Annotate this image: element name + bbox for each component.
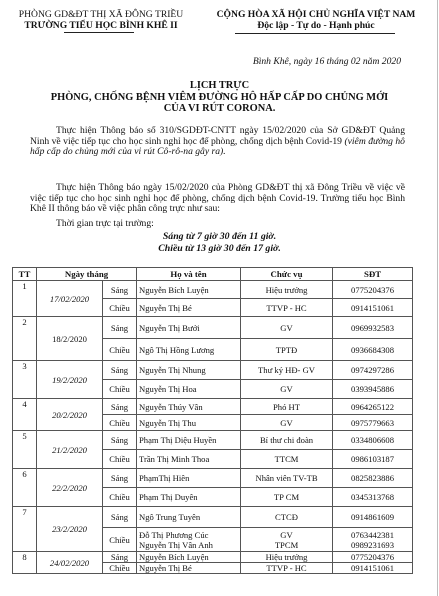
- session-afternoon: Chiều: [103, 380, 137, 399]
- staff-name: Nguyễn Thị Nhung: [137, 361, 241, 380]
- session-morning: Sáng: [103, 361, 137, 380]
- session-afternoon: Chiều: [103, 528, 137, 552]
- afternoon-shift: Chiều từ 13 giờ 30 đến 17 giờ.: [158, 243, 281, 254]
- staff-position: Bí thư chi đoàn: [241, 431, 333, 450]
- staff-name: Ngô Thị Hồng Lương: [137, 339, 241, 361]
- header-left-underline: [64, 32, 134, 33]
- table-row: [13, 431, 413, 450]
- staff-name: Đỗ Thị Phương Cúc: [139, 529, 209, 540]
- row-date: 17/02/2020: [37, 281, 103, 317]
- staff-phone: 0763442381: [351, 529, 394, 540]
- staff-phone: 0345313768: [333, 488, 413, 507]
- staff-name: Nguyễn Bích Luyện: [137, 552, 241, 563]
- table-header-row: [13, 268, 413, 281]
- staff-phone: 0775204376: [333, 552, 413, 563]
- staff-phone: 0334806608: [333, 431, 413, 450]
- staff-phone: 0393945886: [333, 380, 413, 399]
- morning-shift: Sáng từ 7 giờ 30 đến 11 giờ.: [162, 231, 277, 242]
- session-morning: Sáng: [103, 552, 137, 563]
- staff-phone: 0969932583: [333, 317, 413, 339]
- staff-position: TPTĐ: [241, 339, 333, 361]
- staff-position: Phó HT: [241, 399, 333, 415]
- header-right-underline: [235, 33, 395, 34]
- session-afternoon: Chiều: [103, 488, 137, 507]
- row-date: 21/2/2020: [37, 431, 103, 469]
- row-number: 8: [13, 552, 37, 574]
- staff-phone: 0775204376: [333, 281, 413, 299]
- staff-name: Nguyễn Thị Vân Anh: [139, 539, 213, 550]
- staff-name: Trần Thị Minh Thoa: [137, 450, 241, 469]
- table-row: [13, 281, 413, 299]
- staff-position: TTCM: [241, 450, 333, 469]
- staff-name: Nguyễn Thị Hoa: [137, 380, 241, 399]
- header-right: [199, 9, 433, 31]
- staff-phone: 0914151061: [333, 563, 413, 574]
- staff-name: Nguyễn Thị Thu: [137, 415, 241, 431]
- national-motto: Độc lập - Tự do - Hạnh phúc: [257, 20, 375, 31]
- doc-title: LỊCH TRỰC: [189, 80, 250, 91]
- staff-name: Nguyễn Bích Luyện: [137, 281, 241, 299]
- row-number: 5: [13, 431, 37, 469]
- session-morning: Sáng: [103, 399, 137, 415]
- staff-phone: 0914861609: [333, 507, 413, 528]
- doc-subtitle-2: CỦA VI RÚT CORONA.: [163, 103, 276, 114]
- staff-position: GV: [280, 529, 293, 540]
- staff-phone: 0975779663: [333, 415, 413, 431]
- paragraph-1-main: Thực hiện Thông báo số 310/SGDĐT-CNTT ngày 15/02/2020 của Sở GD&ĐT Quảng Ninh về việc tiếp tục cho học sinh nghỉ học để phòng, chống dịch bệnh Covid-19: [30, 125, 405, 147]
- staff-name: Nguyễn Thị Bưởi: [137, 317, 241, 339]
- row-number: 6: [13, 469, 37, 507]
- session-afternoon: Chiều: [103, 339, 137, 361]
- session-morning: Sáng: [103, 469, 137, 488]
- staff-name: Phạm Thị Diệu Huyền: [137, 431, 241, 450]
- staff-position: TTVP - HC: [241, 299, 333, 317]
- staff-phone: 0936684308: [333, 339, 413, 361]
- header-date: Ngày tháng: [37, 268, 137, 281]
- date-line: Bình Khê, ngày 16 tháng 02 năm 2020: [252, 56, 401, 67]
- department-name: PHÒNG GD&ĐT THỊ XÃ ĐÔNG TRIỀU: [18, 9, 184, 20]
- session-afternoon: Chiều: [103, 563, 137, 574]
- staff-name: Nguyễn Thị Bé: [137, 299, 241, 317]
- row-date: 18/2/2020: [37, 317, 103, 361]
- staff-position: CTCĐ: [241, 507, 333, 528]
- header-tt: TT: [13, 268, 37, 281]
- table-row: [13, 361, 413, 380]
- staff-position: Hiệu trưởng: [241, 281, 333, 299]
- table-row: [13, 469, 413, 488]
- staff-position: Nhân viên TV-TB: [241, 469, 333, 488]
- header-position: Chức vụ: [241, 268, 333, 281]
- row-date: 22/2/2020: [37, 469, 103, 507]
- staff-position: TTVP - HC: [241, 563, 333, 574]
- row-number: 1: [13, 281, 37, 317]
- session-afternoon: Chiều: [103, 299, 137, 317]
- staff-position: TPCM: [274, 539, 299, 550]
- table-row: [13, 507, 413, 528]
- table-row: [13, 317, 413, 339]
- paragraph-1: [30, 126, 405, 158]
- session-morning: Sáng: [103, 431, 137, 450]
- row-number: 2: [13, 317, 37, 361]
- staff-phone: 0914151061: [333, 299, 413, 317]
- row-date: 23/2/2020: [37, 507, 103, 552]
- staff-phone: 0825823886: [333, 469, 413, 488]
- row-date: 19/2/2020: [37, 361, 103, 399]
- row-number: 7: [13, 507, 37, 552]
- paragraph-1-note: (viêm đường hô hấp cấp do chủng mới của vi rút Cô-rô-na gây ra).: [30, 135, 405, 158]
- staff-phone: 0986103187: [333, 450, 413, 469]
- staff-name: Nguyễn Thị Bé: [137, 563, 241, 574]
- staff-name: Ngô Trung Tuyên: [137, 507, 241, 528]
- staff-phone-cell: [333, 528, 413, 552]
- session-morning: Sáng: [103, 281, 137, 299]
- school-name: TRƯỜNG TIỂU HỌC BÌNH KHÊ II: [24, 20, 178, 31]
- staff-phone: 0964265122: [333, 399, 413, 415]
- header-phone: SĐT: [333, 268, 413, 281]
- paragraph-3: Thời gian trực tại trường:: [56, 218, 154, 229]
- staff-position: GV: [241, 317, 333, 339]
- paragraph-2: Thực hiện Thông báo ngày 15/02/2020 của Phòng GD&ĐT thị xã Đông Triều về việc về việc tiếp tục cho học sinh nghỉ học để phòng, chống dịch bệnh Covid-19. Trường tiểu học Bình Khê II thông báo về việc phân công trực như sau:: [30, 182, 405, 215]
- header-left: [6, 9, 196, 31]
- row-number: 4: [13, 399, 37, 431]
- staff-name-cell: [137, 528, 241, 552]
- staff-name: Nguyễn Thúy Vân: [137, 399, 241, 415]
- doc-subtitle-1: PHÒNG, CHỐNG BỆNH VIÊM ĐƯỜNG HÔ HẤP CẤP DO CHỦNG MỚI: [50, 92, 389, 103]
- staff-position: Hiệu trưởng: [241, 552, 333, 563]
- session-morning: Sáng: [103, 317, 137, 339]
- staff-position: TP CM: [241, 488, 333, 507]
- staff-position: Thư ký HĐ- GV: [241, 361, 333, 380]
- duty-schedule-table: [12, 267, 413, 574]
- country-name: CỘNG HÒA XÃ HỘI CHỦ NGHĨA VIỆT NAM: [216, 9, 416, 20]
- staff-name: Phạm Thị Duyên: [137, 488, 241, 507]
- staff-phone: 0989231693: [351, 539, 394, 550]
- staff-phone: 0974297286: [333, 361, 413, 380]
- row-date: 20/2/2020: [37, 399, 103, 431]
- staff-position: GV: [241, 380, 333, 399]
- row-date: 24/02/2020: [37, 552, 103, 574]
- staff-position-cell: [241, 528, 333, 552]
- session-afternoon: Chiều: [103, 450, 137, 469]
- staff-position: GV: [241, 415, 333, 431]
- staff-name: PhạmThị Hiên: [137, 469, 241, 488]
- table-row: [13, 399, 413, 415]
- session-afternoon: Chiều: [103, 415, 137, 431]
- row-number: 3: [13, 361, 37, 399]
- header-name: Họ và tên: [137, 268, 241, 281]
- session-morning: Sáng: [103, 507, 137, 528]
- table-row: [13, 552, 413, 563]
